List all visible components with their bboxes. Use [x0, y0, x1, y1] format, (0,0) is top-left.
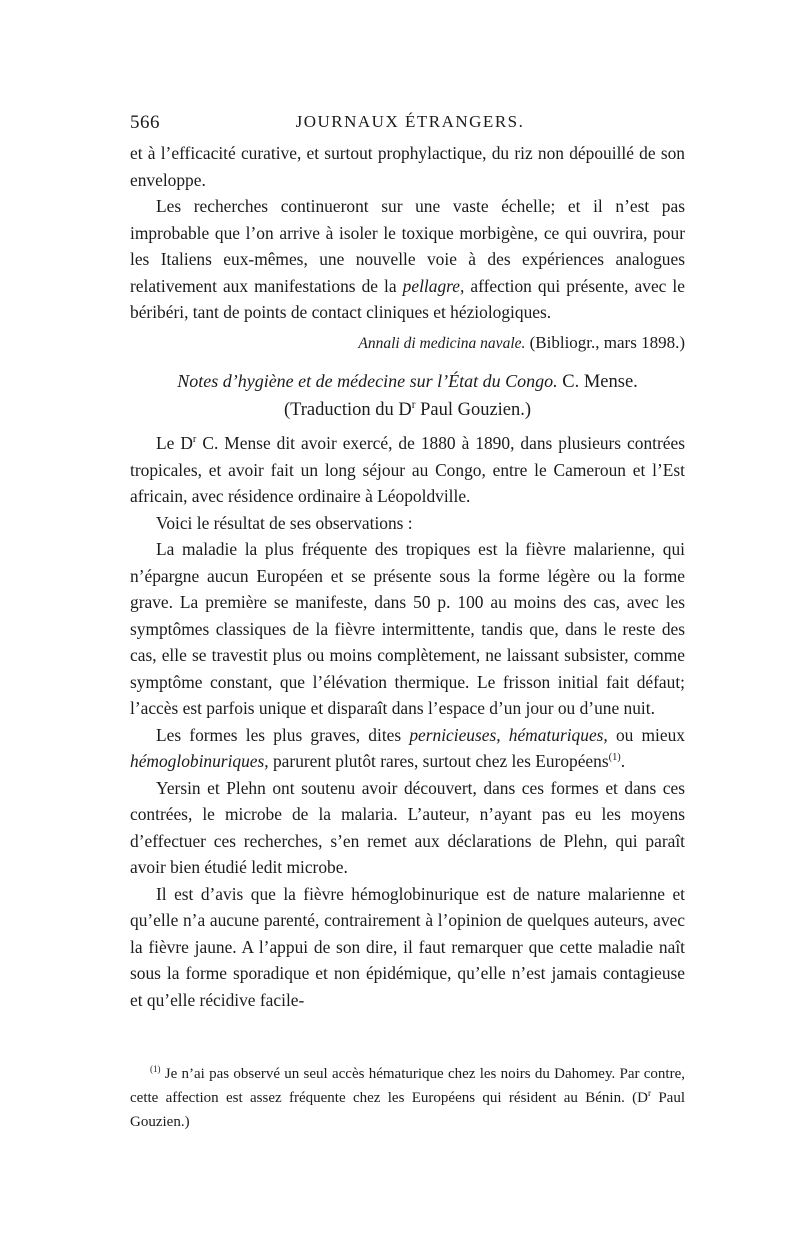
running-head-title: JOURNAUX ÉTRANGERS. — [295, 112, 525, 131]
section-title-author: C. Mense. — [557, 372, 638, 392]
text-run: Les formes les plus graves, dites — [156, 724, 410, 745]
footnote-text — [130, 1062, 685, 1134]
section-translation-end: Paul Gouzien.) — [415, 400, 532, 420]
paragraph-malaria: La maladie la plus fréquente des tropiques est la fièvre malarienne, qui n’épargne aucun Européen et se présente sous la forme légère ou la forme grave. La première se manifeste, dans 50 p. 100 au moins des cas, avec les symptômes classiques de la fièvre intermittente, tandis que, dans le reste des cas, elle se travestit plus ou moins complètement, ne laissant subsister, comme symptôme constant, que l’élévation thermique. Le frisson initial fait défaut; l’accès est parfois unique et disparaît dans l’espace d’un jour ou d’une nuit. — [130, 539, 685, 718]
superscript: r — [192, 434, 197, 446]
paragraph-hemoglobinurique: Il est d’avis que la fièvre hémoglobinurique est de nature malarienne et qu’elle n’a aucune parenté, contrairement à l’opinion de quelques auteurs, avec la fièvre jaune. A l’appui de son dire, il faut remarquer que cette maladie naît sous la forme sporadique et non épidémique, qu’elle n’est jamais contagieuse et qu’elle récidive facile- — [130, 883, 685, 1010]
citation-details: (Bibliogr., mars 1898.) — [525, 332, 685, 352]
section-title — [130, 367, 685, 424]
text-run: affection qui présente, avec le béribéri, tant de points de contact cliniques et héziologiques. — [130, 275, 685, 322]
superscript: r — [647, 1088, 651, 1098]
text-run: Paul Gouzien.) — [130, 1090, 685, 1130]
paragraph-observations: Voici le résultat de ses observations : — [156, 512, 413, 533]
text-run: Je n’ai pas observé un seul accès hématurique chez les noirs du Dahomey. Par contre, cette affection est assez fréquente chez les Européens qui résident au Bénin. (D — [130, 1066, 685, 1106]
text-run: C. Mense dit avoir exercé, de 1880 à 1890, dans plusieurs contrées tropicales, et avoir fait un long séjour au Congo, entre le Cameroun et l’Est africain, avec résidence ordinaire à Léopoldville. — [130, 433, 685, 506]
paragraph-formes — [130, 722, 685, 775]
text-run: Les recherches continueront sur une vaste échelle; et il n’est pas improbable que l’on arrive à isoler le toxique morbigène, ce qui ouvrira, pour les Italiens eux-mêmes, une nouvelle voie à des expériences analogues relativement aux manifestations de la — [130, 196, 685, 296]
emphasis: pernicieuses, hématuriques, — [409, 724, 608, 745]
running-head — [130, 112, 690, 142]
emphasis-pellagre: pellagre, — [402, 275, 465, 296]
citation — [130, 330, 685, 358]
footnote-marker: (1) — [150, 1064, 161, 1074]
text-run: . — [620, 751, 626, 771]
text-run: Le D — [156, 433, 193, 453]
text-run: parurent plutôt rares, surtout chez les Européens — [268, 751, 609, 771]
paragraph-continued: et à l’efficacité curative, et surtout prophylactique, du riz non dépouillé de son enveloppe. — [130, 143, 685, 190]
text-run: ou mieux — [607, 724, 685, 745]
main-text — [130, 140, 685, 1013]
paragraph-mense — [130, 430, 685, 510]
paragraph-recherches — [130, 193, 685, 326]
citation-journal: Annali di medicina navale. — [358, 334, 526, 352]
section-title-main: Notes d’hygiène et de médecine sur l’État du Congo. — [177, 371, 558, 391]
paragraph-yersin: Yersin et Plehn ont soutenu avoir découvert, dans ces formes et dans ces contrées, le microbe de la malaria. L’auteur, n’ayant pas eu les moyens d’effectuer ces recherches, s’en remet aux déclarations de Plehn, qui paraît avoir bien étudié ledit microbe. — [130, 777, 685, 877]
footnote — [130, 1062, 685, 1134]
superscript: r — [411, 398, 416, 411]
page-number: 566 — [130, 112, 160, 133]
section-translation: (Traduction du D — [283, 400, 412, 420]
emphasis: hémoglobinuriques, — [130, 751, 269, 771]
footnote-ref[interactable]: (1) — [608, 752, 621, 764]
